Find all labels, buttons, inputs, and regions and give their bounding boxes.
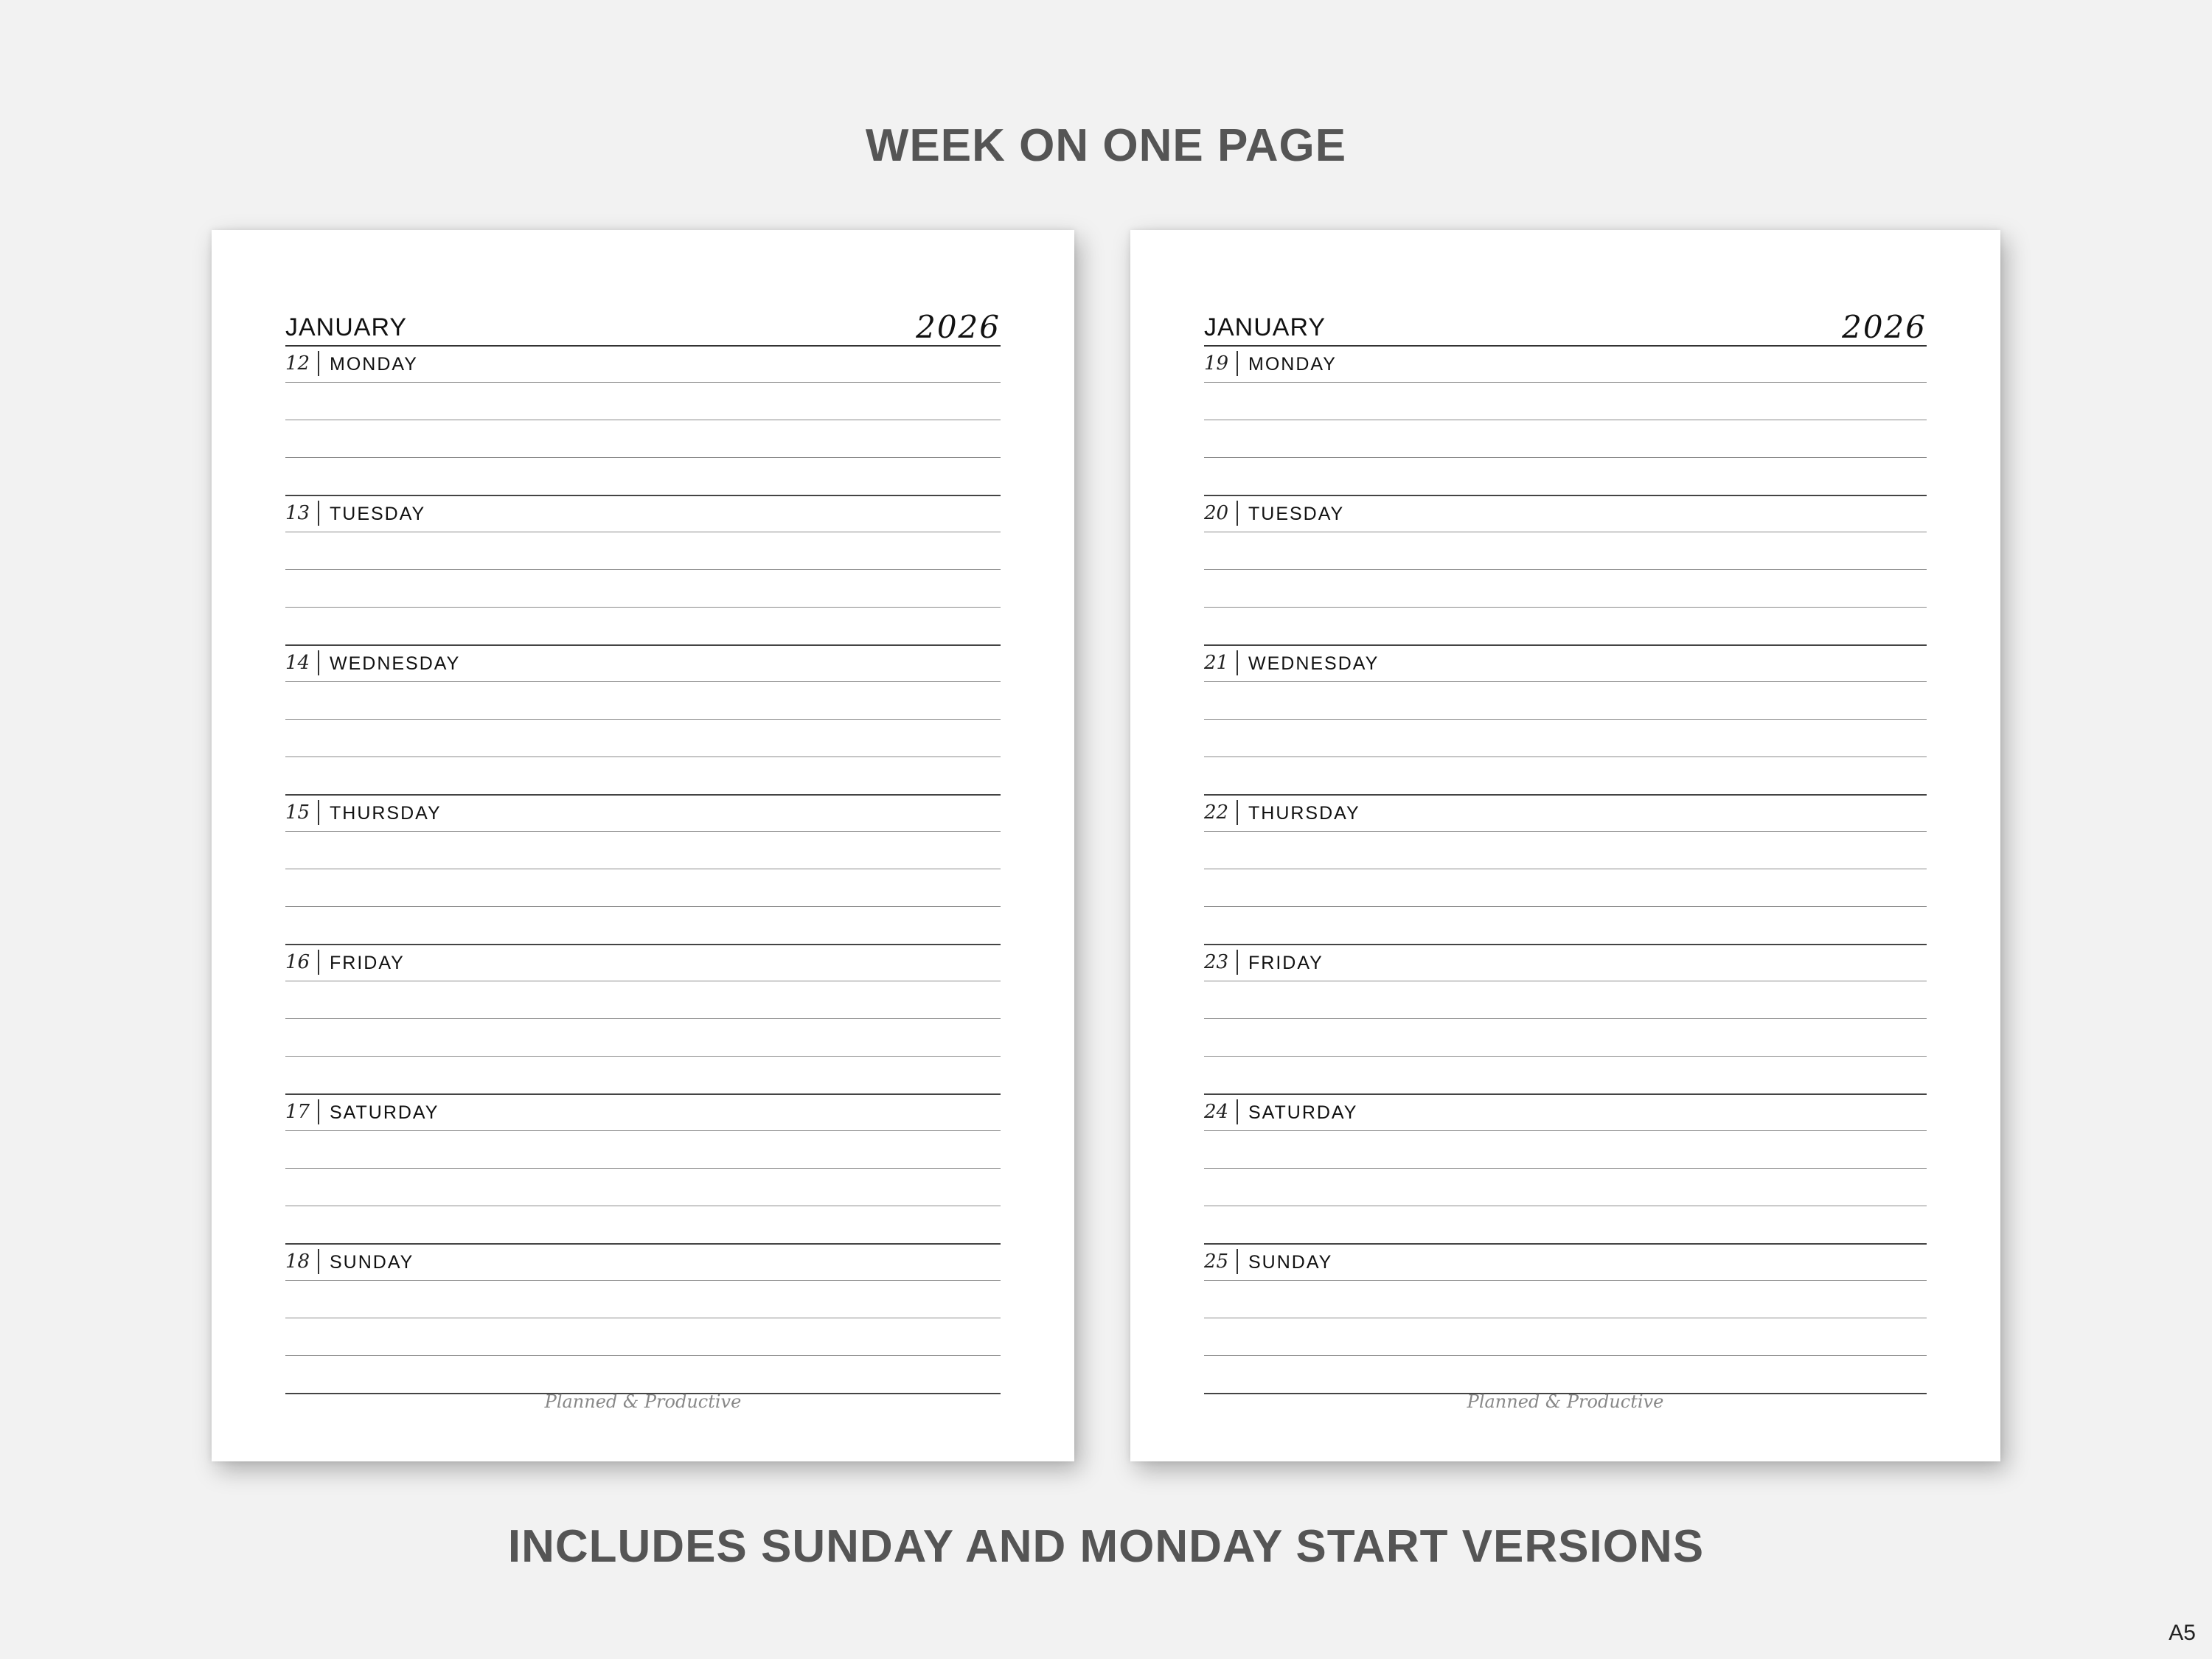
writing-line [285, 682, 1001, 720]
day-divider [318, 650, 319, 675]
day-number: 12 [285, 352, 310, 375]
writing-line [285, 720, 1001, 757]
writing-line [285, 832, 1001, 869]
day-divider [1237, 351, 1238, 376]
writing-line [285, 1131, 1001, 1169]
month-label: JANUARY [285, 313, 408, 341]
year-label: 2026 [916, 309, 1001, 345]
day-block [1204, 345, 1927, 495]
writing-line [1204, 1057, 1927, 1095]
day-block [285, 495, 1001, 644]
day-divider [1237, 950, 1238, 975]
day-header [285, 1093, 1001, 1131]
writing-line [285, 1318, 1001, 1356]
day-header [1204, 644, 1927, 682]
writing-line [1204, 1281, 1927, 1318]
day-divider [318, 800, 319, 825]
writing-line [1204, 720, 1927, 757]
day-divider [1237, 501, 1238, 526]
day-number: 25 [1204, 1251, 1229, 1273]
day-block [1204, 495, 1927, 644]
writing-line [1204, 981, 1927, 1019]
writing-line [1204, 1169, 1927, 1206]
day-divider [318, 1249, 319, 1274]
writing-line [1204, 1019, 1927, 1057]
page-header [1204, 296, 1927, 347]
day-divider [318, 1099, 319, 1124]
planner-page-left [212, 230, 1074, 1461]
day-header [285, 345, 1001, 383]
writing-line [1204, 1131, 1927, 1169]
writing-line [285, 383, 1001, 420]
day-header [1204, 1243, 1927, 1281]
day-name: SUNDAY [330, 1252, 414, 1273]
writing-line [285, 757, 1001, 796]
day-header [1204, 1093, 1927, 1131]
writing-line [1204, 420, 1927, 458]
day-number: 19 [1204, 352, 1229, 375]
planner-page-right [1130, 230, 2000, 1461]
writing-line [1204, 570, 1927, 608]
day-divider [1237, 650, 1238, 675]
day-divider [318, 351, 319, 376]
writing-line [1204, 1206, 1927, 1245]
day-name: SUNDAY [1248, 1252, 1333, 1273]
writing-line [1204, 383, 1927, 420]
day-number: 15 [285, 801, 310, 824]
writing-line [1204, 608, 1927, 646]
day-name: FRIDAY [1248, 953, 1324, 973]
writing-line [1204, 1318, 1927, 1356]
day-divider [1237, 1249, 1238, 1274]
day-block [285, 944, 1001, 1093]
day-name: MONDAY [1248, 354, 1337, 375]
writing-line [1204, 532, 1927, 570]
day-name: WEDNESDAY [330, 653, 461, 674]
day-name: THURSDAY [330, 803, 442, 824]
day-header [1204, 794, 1927, 832]
writing-line [1204, 757, 1927, 796]
brand-logo: Planned & Productive [1467, 1391, 1664, 1412]
year-label: 2026 [1842, 309, 1927, 345]
day-list [1204, 345, 1927, 1393]
day-number: 22 [1204, 801, 1229, 824]
writing-line [285, 420, 1001, 458]
writing-line [1204, 458, 1927, 496]
day-block [285, 644, 1001, 794]
headline-top: WEEK ON ONE PAGE [865, 120, 1347, 171]
size-tag: A5 [2168, 1621, 2196, 1645]
day-header [1204, 345, 1927, 383]
day-header [285, 794, 1001, 832]
writing-line [1204, 1356, 1927, 1394]
day-divider [1237, 800, 1238, 825]
day-name: TUESDAY [330, 504, 426, 524]
day-number: 23 [1204, 951, 1229, 973]
day-list [285, 345, 1001, 1393]
page-header [285, 296, 1001, 347]
day-number: 21 [1204, 652, 1229, 674]
writing-line [285, 1019, 1001, 1057]
writing-line [285, 869, 1001, 907]
day-header [285, 1243, 1001, 1281]
day-number: 24 [1204, 1101, 1229, 1123]
brand-logo: Planned & Productive [544, 1391, 742, 1412]
day-number: 18 [285, 1251, 310, 1273]
day-divider [1237, 1099, 1238, 1124]
writing-line [285, 1281, 1001, 1318]
writing-line [285, 981, 1001, 1019]
day-number: 20 [1204, 502, 1229, 524]
day-divider [318, 950, 319, 975]
writing-line [1204, 907, 1927, 945]
day-number: 16 [285, 951, 310, 973]
day-header [285, 495, 1001, 532]
day-block [285, 1093, 1001, 1243]
writing-line [285, 608, 1001, 646]
day-header [285, 944, 1001, 981]
day-block [285, 794, 1001, 944]
writing-line [285, 532, 1001, 570]
writing-line [1204, 832, 1927, 869]
day-name: SATURDAY [330, 1102, 439, 1123]
writing-line [285, 1057, 1001, 1095]
month-label: JANUARY [1204, 313, 1326, 341]
day-name: SATURDAY [1248, 1102, 1358, 1123]
writing-line [1204, 682, 1927, 720]
day-number: 13 [285, 502, 310, 524]
day-block [1204, 794, 1927, 944]
writing-line [285, 458, 1001, 496]
day-name: WEDNESDAY [1248, 653, 1380, 674]
day-name: TUESDAY [1248, 504, 1345, 524]
day-header [1204, 495, 1927, 532]
day-number: 17 [285, 1101, 310, 1123]
day-block [1204, 944, 1927, 1093]
day-divider [318, 501, 319, 526]
writing-line [285, 1206, 1001, 1245]
headline-bottom: INCLUDES SUNDAY AND MONDAY START VERSIONS [507, 1521, 1705, 1572]
day-name: MONDAY [330, 354, 418, 375]
day-header [1204, 944, 1927, 981]
day-block [1204, 644, 1927, 794]
writing-line [285, 907, 1001, 945]
day-block [285, 1243, 1001, 1393]
day-name: THURSDAY [1248, 803, 1360, 824]
writing-line [285, 570, 1001, 608]
day-block [285, 345, 1001, 495]
writing-line [285, 1356, 1001, 1394]
day-name: FRIDAY [330, 953, 405, 973]
day-header [285, 644, 1001, 682]
day-number: 14 [285, 652, 310, 674]
day-block [1204, 1243, 1927, 1393]
writing-line [285, 1169, 1001, 1206]
writing-line [1204, 869, 1927, 907]
day-block [1204, 1093, 1927, 1243]
